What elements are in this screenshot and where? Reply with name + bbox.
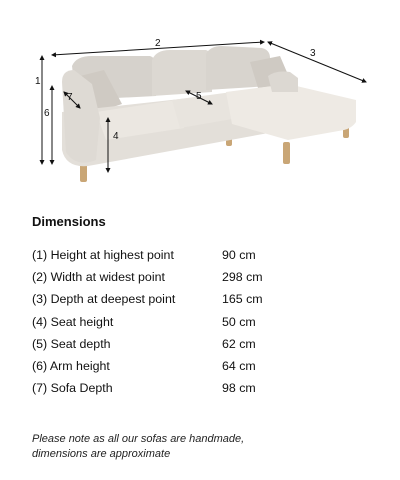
- dimension-label-2: 2: [155, 38, 161, 49]
- dimension-value: 64 cm: [222, 359, 256, 374]
- dimensions-table: [32, 244, 312, 399]
- dimension-row: [32, 244, 312, 266]
- dimension-row: [32, 266, 312, 288]
- back-cushion: [152, 50, 212, 96]
- dimension-value: 62 cm: [222, 336, 256, 351]
- dimension-value: 98 cm: [222, 381, 256, 396]
- dimension-name: (5) Seat depth: [32, 336, 111, 351]
- dimension-value: 50 cm: [222, 314, 256, 329]
- dimension-value: 298 cm: [222, 270, 263, 285]
- dimension-row: [32, 333, 312, 355]
- dimension-name: (4) Seat height: [32, 314, 114, 329]
- dimension-label-1: 1: [35, 76, 41, 87]
- dimension-name: (1) Height at highest point: [32, 248, 174, 263]
- dimensions-heading: Dimensions: [32, 214, 106, 229]
- dimension-row: [32, 288, 312, 310]
- sofa-dimension-diagram: [0, 0, 400, 200]
- handmade-note: [32, 432, 372, 462]
- dimension-value: 165 cm: [222, 292, 263, 307]
- dimension-row: [32, 311, 312, 333]
- dimension-row: [32, 355, 312, 377]
- dimension-label-6: 6: [44, 108, 50, 119]
- dimension-label-7: 7: [67, 92, 73, 103]
- dimension-label-3: 3: [310, 48, 316, 59]
- dimension-label-5: 5: [196, 91, 202, 102]
- dimension-value: 90 cm: [222, 248, 256, 263]
- dimension-name: (7) Sofa Depth: [32, 381, 113, 396]
- dimension-label-4: 4: [113, 131, 119, 142]
- sofa-right-arm: [268, 72, 298, 93]
- dimension-row: [32, 377, 312, 399]
- dimension-name: (2) Width at widest point: [32, 270, 165, 285]
- dimension-name: (3) Depth at deepest point: [32, 292, 176, 307]
- sofa-leg: [283, 142, 290, 164]
- sofa-illustration: [62, 46, 356, 182]
- note-line: Please note as all our sofas are handmade,: [32, 433, 245, 445]
- dimension-name: (6) Arm height: [32, 359, 110, 374]
- note-line: dimensions are approximate: [32, 448, 171, 460]
